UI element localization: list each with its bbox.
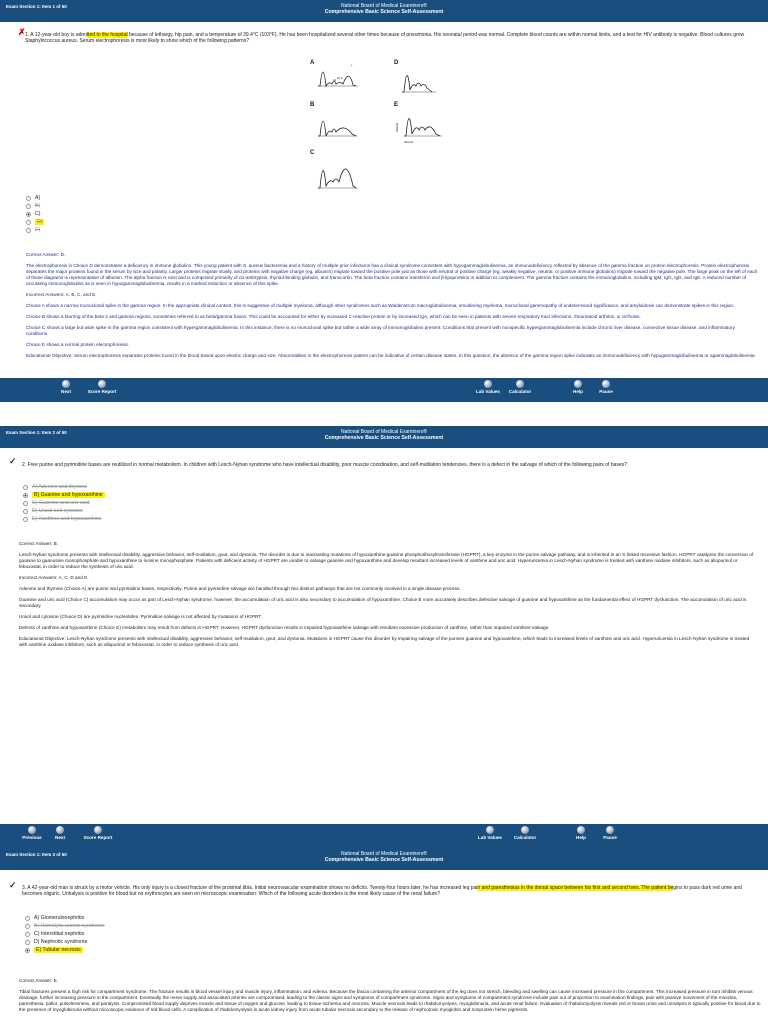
section-label: Exam Section 1: Item 1 of 50 (6, 4, 67, 9)
peak-label-beta: β (341, 77, 343, 80)
educational-objective: Educational Objective: Serum electrophoresis separates proteins found in the blood based upon electric charge and size. Abnormalities in the electrophoresis pattern can be indicative of certain disease states. In this question, the absence of the gamma region spike indicates an immunodeficiency with hypogammaglobulinemia or agammaglobulinemia. (26, 353, 756, 359)
figure-label-e: E (394, 102, 399, 108)
help-icon (574, 380, 582, 388)
board-name: National Board of Medical Examiners® (341, 3, 427, 9)
figure-label-a: A (310, 60, 315, 66)
report-icon (94, 826, 102, 834)
explanation (19, 541, 756, 653)
radio-button[interactable] (23, 509, 28, 514)
board-name: National Board of Medical Examiners® (341, 851, 427, 857)
radio-button[interactable] (26, 196, 31, 201)
explanation-paragraph: Uracil and cytosine (Choice D) are pyrimidine nucleotides. Pyrimidine salvage is not affected by mutations of HGPRT. (19, 614, 262, 620)
radio-button[interactable] (23, 501, 28, 506)
next-button[interactable]: Next (46, 380, 86, 394)
explanation-paragraph: Choice C shows a large but wide spike in the gamma region consistent with hypergammaglobulinemia. In this instance, there is no monoclonal spike but rather a wide array of immunoglobulins present. Conditions that present with nonspecific hypergammaglobulinemia include chronic liver disease, connective tissue disease, and inflammatory conditions. (26, 325, 735, 337)
option-d[interactable]: D) Nephrotic syndrome (25, 938, 105, 946)
section-label: Exam Section 1: Item 3 of 50 (6, 852, 67, 857)
item-3-panel (0, 848, 768, 1024)
score-report-button[interactable]: Score Report (78, 826, 118, 840)
flask-icon (486, 826, 494, 834)
option-e[interactable]: E) Xanthine and hypoxanthine (23, 515, 105, 523)
correct-mark-icon: ✓ (9, 880, 17, 890)
lab-values-button[interactable]: Lab Values (468, 380, 508, 394)
explanation-paragraph: Choice E shows a normal protein electrophoresis. (26, 342, 130, 348)
radio-button[interactable] (26, 204, 31, 209)
radio-button[interactable] (23, 517, 28, 522)
help-button[interactable]: Help (561, 826, 601, 840)
figure-label-d: D (394, 60, 399, 66)
radio-button[interactable] (25, 916, 30, 921)
radio-button[interactable] (25, 932, 30, 937)
help-button[interactable]: Help (558, 380, 598, 394)
figure-label-b: B (310, 102, 315, 108)
pause-button[interactable]: Pause (590, 826, 630, 840)
peak-label-alpha2: α2 (337, 77, 340, 80)
radio-button[interactable] (23, 485, 28, 490)
option-a[interactable]: A) Adenine and thymine (23, 483, 105, 491)
option-c[interactable]: C) (26, 210, 44, 218)
explanation-paragraph: Lesch-Nyhan syndrome presents with intellectual disability, aggressive behavior, self-mutilation, gout, and dystonia. The disorder is due to inactivating mutations of hypoxanthine-guanine phosphoribosyltransferase (HGPRT), a key enzyme in the purine salvage pathway, and is inherited in an X-linked recessive fashion. HGPRT catalyzes the conversion of guanine to guanosine monophosphate and hypoxanthine to inosine monophosphate. Patients with deficient activity of HGPRT are unable to salvage guanine and hypoxanthine and develop resultant increased levels of xanthine and uric acid. Hyperuricemia in Lesch-Nyhan syndrome is treated with xanthine oxidase inhibitors, such as allopurinol or febuxostat, in order to reduce the synthesis of uric acid. (19, 552, 754, 570)
explanation-paragraph: Guanine and uric acid (Choice C) accumulation may occur as part of Lesch-Nyhan syndrome, however, the accumulation of uric acid is also secondary to accumulation of hypoxanthine. Choice B more accurately describes defective salvage of guanine and hypoxanthine as the fundamental effect of HGPRT dysfunction. The accumulation of uric acid is secondary. (19, 597, 747, 609)
radio-button[interactable] (25, 940, 30, 945)
highlighted-text: tted to the hospital (86, 32, 128, 38)
option-b[interactable]: B) Hemolytic uremic syndrome (25, 922, 105, 930)
explanation-paragraph: Defects of xanthine and hypoxanthine (Choice E) metabolism may result from defects in HGPRT. However, HGPRT dysfunction results in impaired hypoxanthine salvage with resultant excessive production of xanthine, rather than impaired xanthine salvage. (19, 625, 550, 631)
figure-label-c: C (310, 150, 315, 156)
answer-options (25, 914, 105, 954)
exam-header (0, 848, 768, 870)
answer-options (23, 483, 105, 523)
item-2-panel (0, 426, 768, 840)
help-icon (577, 826, 585, 834)
flask-icon (484, 380, 492, 388)
correct-answer: Correct Answer: E. (19, 978, 59, 983)
radio-button-selected[interactable] (23, 493, 28, 498)
radio-button[interactable] (26, 220, 31, 225)
lab-values-button[interactable]: Lab Values (470, 826, 510, 840)
exam-title: Comprehensive Basic Science Self-Assessment (324, 857, 444, 863)
explanation-paragraph: Choice A shows a narrow monoclonal spike in the gamma region. In the appropriate clinical context, this is suggestive of multiple myeloma, although other syndromes such as Waldenstrom macroglobulinemia, smoldering myeloma, monoclonal gammopathy of undetermined significance, and amyloidosis can demonstrate spikes in this region. (26, 303, 735, 309)
incorrect-mark-icon: ✗ (18, 27, 26, 37)
explanation-paragraph: Choice B shows a blurring of the beta 2 and gamma regions, sometimes referred to as beta/gamma fusion. This could be accounted for either by increased C-reactive protein or by increased IgA, which can be seen in patients with severe respiratory tract infections, rheumatoid arthritis, or cirrhosis. (26, 314, 641, 320)
correct-mark-icon: ✓ (9, 456, 17, 466)
exam-header (0, 0, 768, 22)
option-b[interactable]: B) (26, 202, 44, 210)
exam-header (0, 426, 768, 448)
explanation (26, 252, 758, 364)
score-report-button[interactable]: Score Report (82, 380, 122, 394)
pause-button[interactable]: Pause (586, 380, 626, 394)
previous-button[interactable]: Previous (12, 826, 52, 840)
option-e[interactable]: E) (26, 226, 44, 234)
question-stem: 1. A 12-year-old boy is admitted to the hospital because of lethargy, hip pain, and a temperature of 39.4°C (103°F). He has been hospitalized several other times because of pneumonia. His neonatal period was normal. Complete blood counts are within normal limits, and a test for HIV antibody is negative. Blood cultures grow Staphylococcus aureus. Serum electrophoresis is most likely to show which of the following patterns? (25, 32, 745, 45)
option-d[interactable]: D) Uracil and cytosine (23, 507, 105, 515)
correct-answer: Correct Answer: B. (19, 541, 59, 546)
highlighted-text: n and paresthesias in the dorsal space between his first and second toes. The patient be (477, 885, 674, 891)
question-stem: 3. A 42-year-old man is struck by a motor vehicle. His only injury is a closed fracture of the proximal tibia. Initial neurovascular examination shows no deficits. Twenty-four hours later, he has increased leg pain and paresthesias in the dorsal space between his first and second toes. The patient begins to pass dark red urine and becomes oliguric. Urinalysis is positive for blood but no erythrocytes are seen on microscopic examination. Which of the following acute disorders is the most likely cause of the renal failure? (22, 885, 742, 898)
peak-label-alpha1: α1 (333, 79, 336, 82)
option-d[interactable]: D) (26, 218, 44, 226)
board-name: National Board of Medical Examiners® (341, 429, 427, 435)
radio-button-selected[interactable] (25, 948, 30, 953)
pause-icon (602, 380, 610, 388)
calculator-icon (516, 380, 524, 388)
explanation-paragraph: Incorrect Answers: A, B, C, and E. (26, 292, 97, 298)
option-c[interactable]: C) Guanine and uric acid (23, 499, 105, 507)
exam-title: Comprehensive Basic Science Self-Assessment (324, 9, 444, 15)
option-a[interactable]: A) (26, 194, 44, 202)
pause-icon (606, 826, 614, 834)
report-icon (98, 380, 106, 388)
radio-button-selected[interactable] (26, 212, 31, 217)
explanation-paragraph: The electrophoresis in Choice D demonstrates a deficiency in immune globulins. This young patient with S. aureus bacteremia and a history of multiple prior infections has a clinical syndrome consistent with hypogammaglobulinemia, an immunodeficiency reflected by absence of the gamma fraction on protein electrophoresis. Protein electrophoresis separates the major proteins found in the serum by size and polarity. Larger proteins migrate slowly, and proteins with negative charge (eg, albumin) migrate toward the positive pole just as those with neutral or positive charge (eg, weakly negative, neutral, or positive immune globulins) migrate toward the negative pole. The large peak on the left of each of these diagrams is representative of albumin. The alpha fraction is next and is comprised primarily of α1-antitrypsin, thyroid-binding globulin, and transcortin. The beta fraction contains transferrin and β-lipoproteins in addition to complement. The gamma fraction contains the immunoglobulins, including IgM, IgG, IgD, and IgE. A reduced number of circulating immunoglobulins as is seen in hypogammaglobulinemia, results in a marked reduction or absence of this spike. (26, 263, 758, 287)
option-a[interactable]: A) Glomerulonephritis (25, 914, 105, 922)
footer-toolbar (0, 824, 768, 848)
arrow-right-icon (56, 826, 64, 834)
option-b[interactable]: B) Guanine and hypoxanthine (23, 491, 105, 499)
calculator-icon (521, 826, 529, 834)
educational-objective: Educational Objective: Lesch-Nyhan syndrome presents with intellectual disability, aggressive behavior, self-mutilation, gout, and dystonia. Mutations in HGPRT cause this disorder by impairing salvage of the purines guanine and hypoxanthine, which leads to increased levels of xanthine and uric acid. Hyperuricemia in Lesch-Nyhan syndrome is treated with xanthine oxidase inhibitors, such as allopurinol or febuxostat, in order to reduce synthesis of uric acid. (19, 636, 750, 648)
axis-label-y: Albumin (396, 122, 399, 132)
exam-title: Comprehensive Basic Science Self-Assessment (324, 435, 444, 441)
peak-label-gamma: γ (351, 64, 353, 67)
answer-options (26, 194, 44, 234)
option-e[interactable]: E) Tubular necrosis (25, 946, 105, 954)
arrow-right-icon (62, 380, 70, 388)
footer-toolbar (0, 378, 768, 402)
axis-label-x: Albumin (404, 141, 414, 144)
correct-answer: Correct Answer: D. (26, 252, 66, 257)
explanation (19, 978, 764, 1018)
radio-button[interactable] (26, 228, 31, 233)
next-button[interactable]: Next (40, 826, 80, 840)
question-stem: 2. Free purine and pyrimidine bases are reutilized in normal metabolism. In children with Lesch-Nyhan syndrome who have intellectual disability, poor muscle coordination, and self-mutilation tendencies, there is a defect in the salvage of which of the following pairs of bases? (22, 462, 627, 468)
explanation-paragraph: Tibial fractures present a high risk for compartment syndrome. The fracture results in blood vessel injury and muscle injury, inflammation, and edema. Because the fascia containing the anterior compartment of the leg does not stretch, bleeding and swelling can cause increased pressure in the compartment. This increased pressure in turn inhibits venous drainage, further increasing pressure in the compartment. Eventually the nerve supply and associated arteries are compromised, leading to the classic signs and symptoms of compartment syndrome. Signs and symptoms of compartment syndrome include pain out of proportion to examination findings, pain with passive movement of the muscles, paresthesia, pallor, pulselessness, and paralysis. Compromised blood supply deprives muscle and tissue of oxygen and glucose, leading to tissue ischemia and necrosis. Muscle necrosis leads to rhabdomyolysis, myoglobinuria, and acute renal failure. Evaluation of rhabdomyolysis reveals red or brown urine and urinalysis is typically positive for blood due to the presence of myoglobinuria without microscopic evidence of red blood cells. A complication of rhabdomyolysis is acute kidney injury from acute tubular necrosis secondary to the release of nephrotoxic myoglobin and nonprotein heme pigments. (19, 989, 761, 1013)
option-c[interactable]: C) Interstitial nephritis (25, 930, 105, 938)
arrow-left-icon (28, 826, 36, 834)
section-label: Exam Section 1: Item 2 of 50 (6, 430, 67, 435)
calculator-button[interactable]: Calculator (500, 380, 540, 394)
explanation-paragraph: Incorrect Answers: A, C, D and E. (19, 575, 89, 581)
calculator-button[interactable]: Calculator (505, 826, 545, 840)
explanation-paragraph: Adenine and thymine (Choice A) are purine and pyrimidine bases, respectively. Purine and pyrimidine salvage are handled through two distinct pathways that are not commonly involved in a single disease process. (19, 586, 461, 592)
item-1-panel (0, 0, 768, 402)
radio-button[interactable] (25, 924, 30, 929)
electrophoresis-figure (306, 54, 478, 190)
